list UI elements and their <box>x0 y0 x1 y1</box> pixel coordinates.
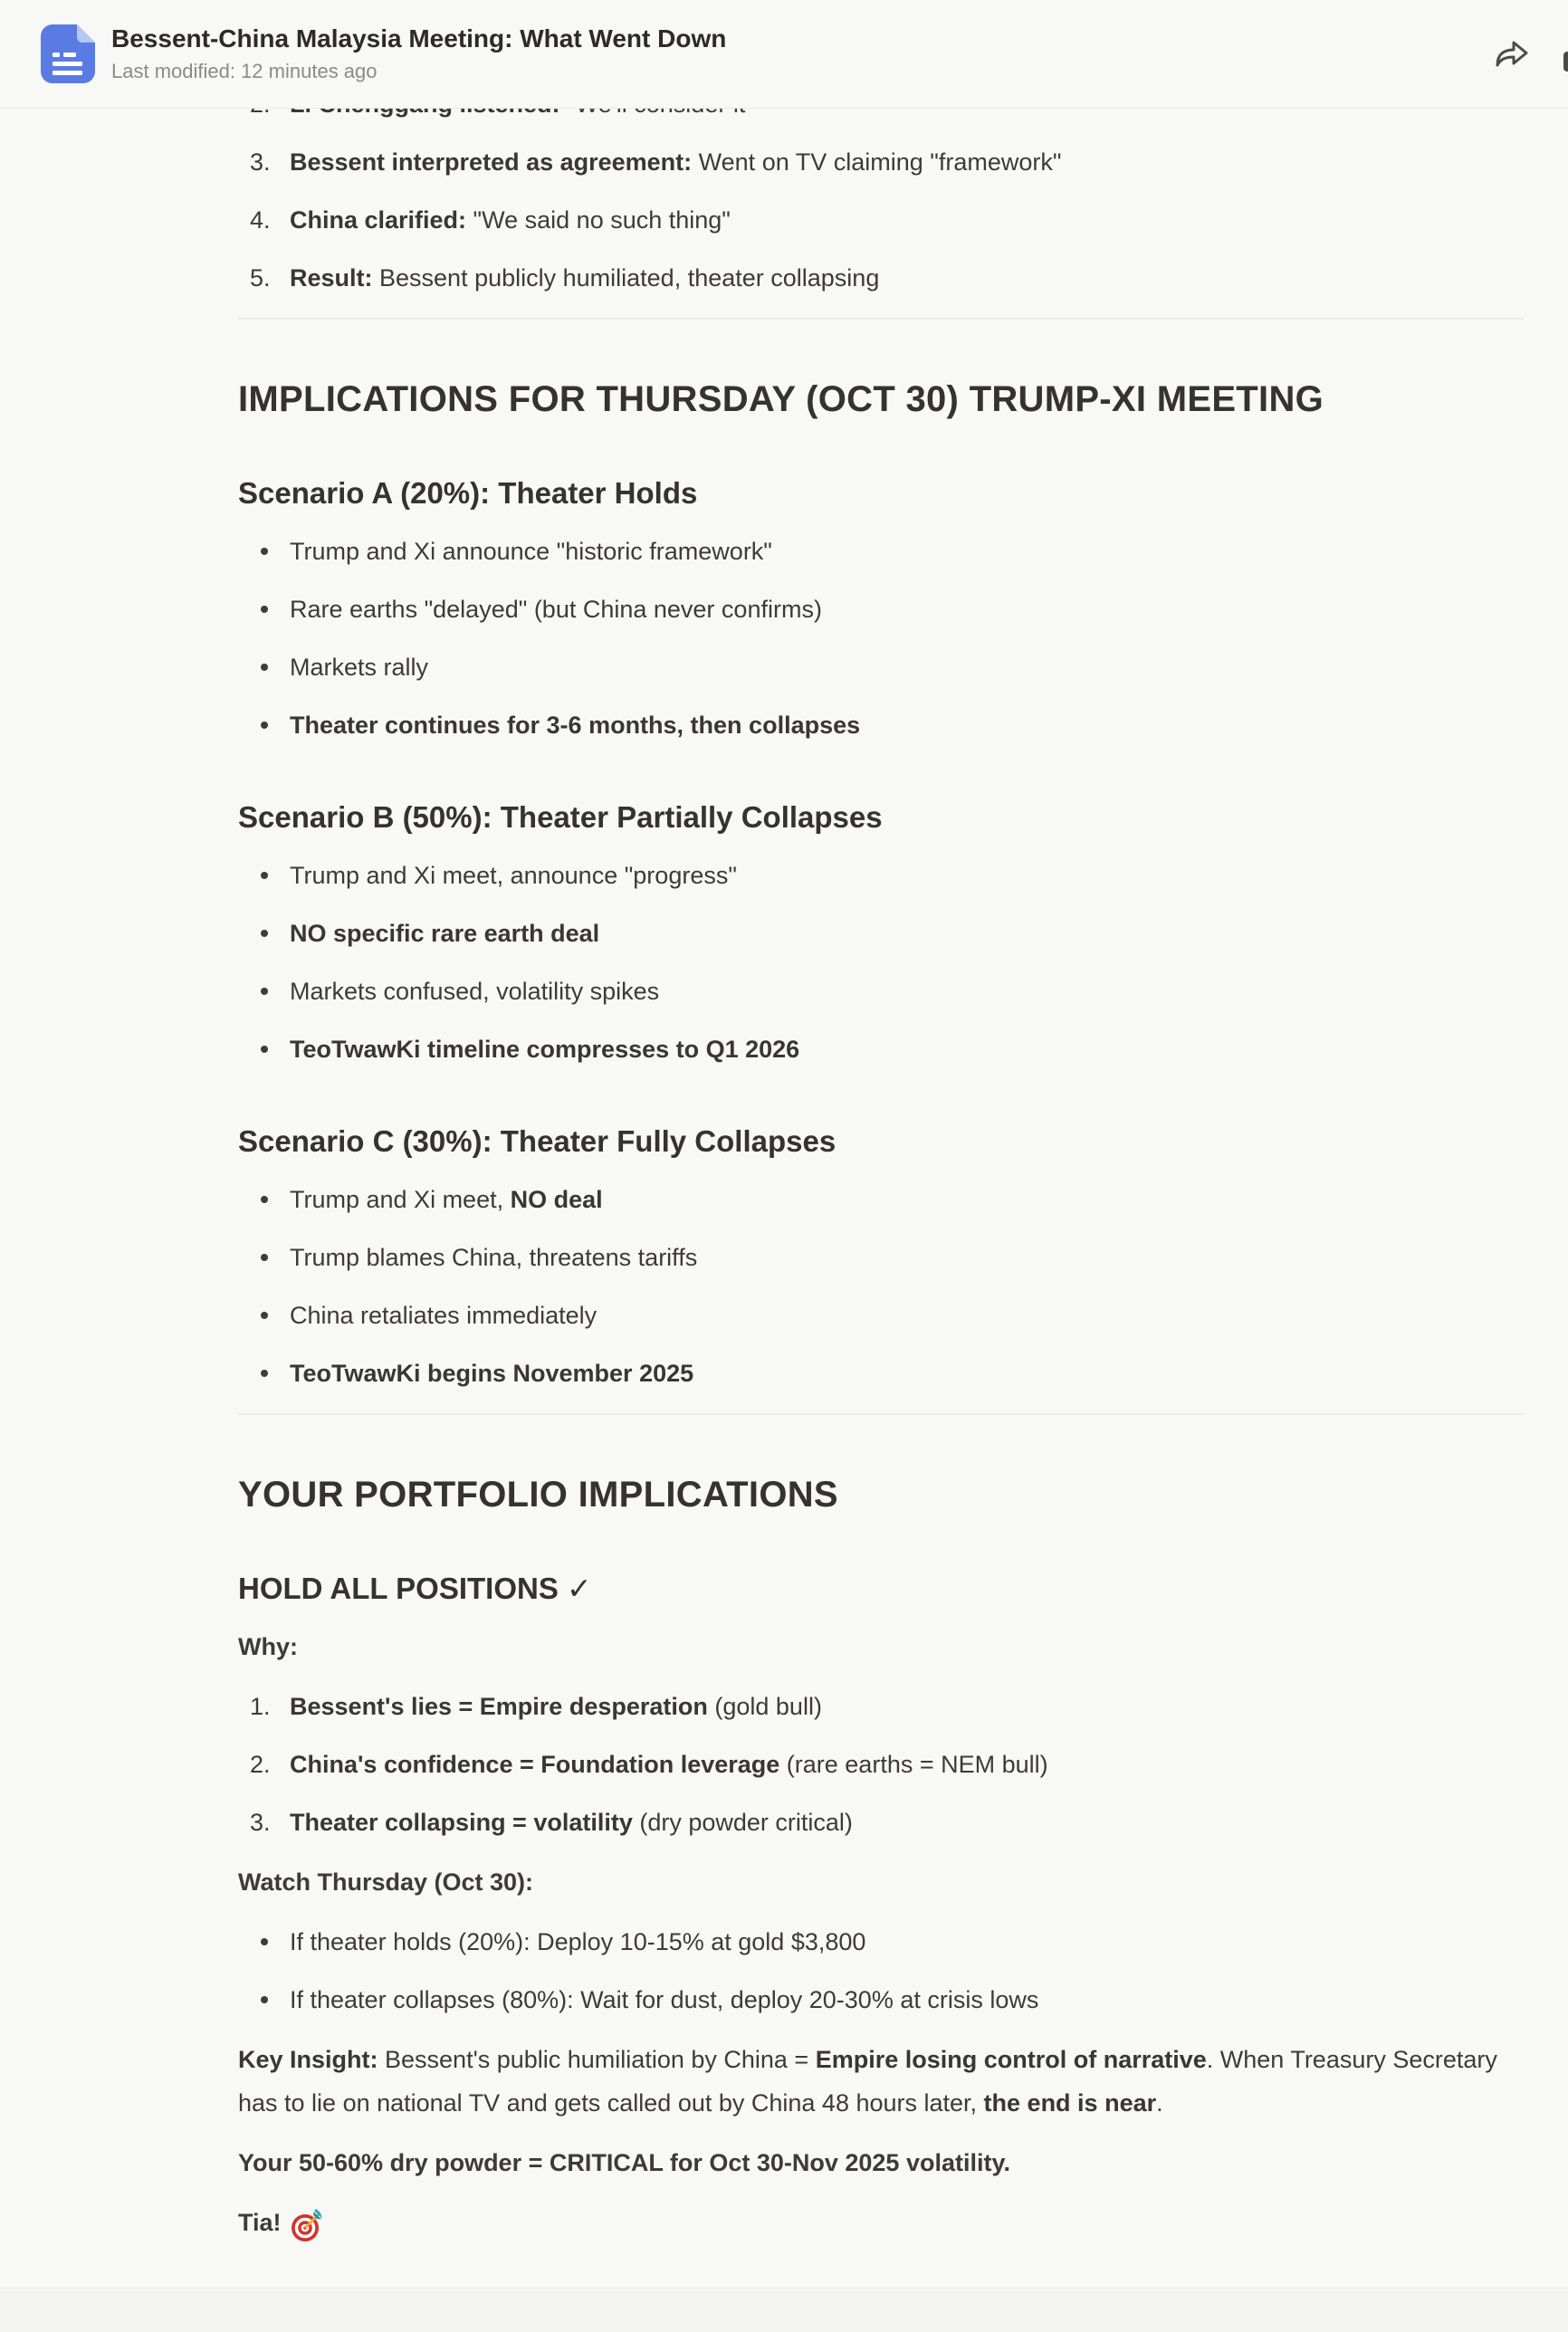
doc-title: Bessent-China Malaysia Meeting: What Went Down <box>111 24 727 53</box>
scenario-b-heading: Scenario B (50%): Theater Partially Collapses <box>238 800 883 834</box>
google-docs-icon <box>41 24 95 83</box>
share-button[interactable] <box>1494 36 1530 72</box>
share-forward-icon <box>1495 40 1529 69</box>
list-item: Markets rally <box>238 645 1524 689</box>
dry-powder-line: Your 50-60% dry powder = CRITICAL for Oct 30-Nov 2025 volatility. <box>238 2149 1010 2176</box>
list-item: TeoTwawKi begins November 2025 <box>238 1352 1524 1395</box>
implications-heading: IMPLICATIONS FOR THURSDAY (OCT 30) TRUMP-XI MEETING <box>238 379 1324 419</box>
scenario-b-list <box>238 854 1524 1071</box>
footer-band <box>0 2288 1568 2332</box>
hold-positions-heading: HOLD ALL POSITIONS ✓ <box>238 1572 592 1605</box>
portfolio-heading: YOUR PORTFOLIO IMPLICATIONS <box>238 1475 838 1515</box>
list-item: 3. Bessent interpreted as agreement: Went on TV claiming "framework" <box>238 140 1524 184</box>
list-item: 1. Bessent's lies = Empire desperation (gold bull) <box>238 1685 1524 1728</box>
list-number: 5. <box>250 264 271 292</box>
list-item: If theater holds (20%): Deploy 10-15% at gold $3,800 <box>238 1920 1524 1964</box>
list-number: 1. <box>250 1693 271 1720</box>
scenario-a-heading: Scenario A (20%): Theater Holds <box>238 476 698 510</box>
list-item: If theater collapses (80%): Wait for dust, deploy 20-30% at crisis lows <box>238 1978 1524 2021</box>
list-item: China retaliates immediately <box>238 1294 1524 1337</box>
list-number: 3. <box>250 148 271 176</box>
divider <box>238 1413 1524 1415</box>
list-item: 5. Result: Bessent publicly humiliated, theater collapsing <box>238 256 1524 300</box>
doc-last-modified: Last modified: 12 minutes ago <box>111 60 378 82</box>
doc-header <box>0 0 1568 109</box>
signoff-line <box>238 2201 1524 2244</box>
list-number: 2. <box>250 1751 271 1778</box>
list-item: 3. Theater collapsing = volatility (dry powder critical) <box>238 1801 1524 1844</box>
list-number: 4. <box>250 206 271 234</box>
list-number: 3. <box>250 1809 271 1836</box>
scenario-a-list <box>238 530 1524 747</box>
scenario-c-heading: Scenario C (30%): Theater Fully Collapses <box>238 1124 837 1158</box>
list-item: 4. China clarified: "We said no such thing" <box>238 198 1524 242</box>
list-item: Markets confused, volatility spikes <box>238 970 1524 1013</box>
watch-list <box>238 1920 1524 2021</box>
doc-content <box>0 110 1568 2332</box>
list-item: TeoTwawKi timeline compresses to Q1 2026 <box>238 1027 1524 1071</box>
watch-thursday-label: Watch Thursday (Oct 30): <box>238 1868 534 1896</box>
signoff-text: Tia! <box>238 2209 282 2236</box>
list-item: Trump and Xi meet, announce "progress" <box>238 854 1524 897</box>
why-label: Why: <box>238 1633 298 1660</box>
list-item: Trump blames China, threatens tariffs <box>238 1236 1524 1279</box>
divider <box>238 318 1524 320</box>
list-item: Rare earths "delayed" (but China never confirms) <box>238 588 1524 631</box>
key-insight-paragraph: Key Insight: Bessent's public humiliation by China = Empire losing control of narrative. When Treasury Secretary has to lie on national TV and gets called out by China 48 hours later, the end is near. <box>238 2046 1497 2117</box>
list-item: Theater continues for 3-6 months, then collapses <box>238 703 1524 747</box>
list-item: NO specific rare earth deal <box>238 912 1524 955</box>
list-item: 2. China's confidence = Foundation leverage (rare earths = NEM bull) <box>238 1743 1524 1786</box>
event-sequence-list <box>238 82 1524 300</box>
dart-target-emoji <box>291 2210 323 2242</box>
scenario-c-list <box>238 1178 1524 1395</box>
list-item: Trump and Xi meet, NO deal <box>238 1178 1524 1221</box>
doc-header-text <box>111 24 726 84</box>
why-list <box>238 1685 1524 1844</box>
edge-partial-icon[interactable] <box>1563 52 1568 72</box>
list-item: Trump and Xi announce "historic framework" <box>238 530 1524 573</box>
